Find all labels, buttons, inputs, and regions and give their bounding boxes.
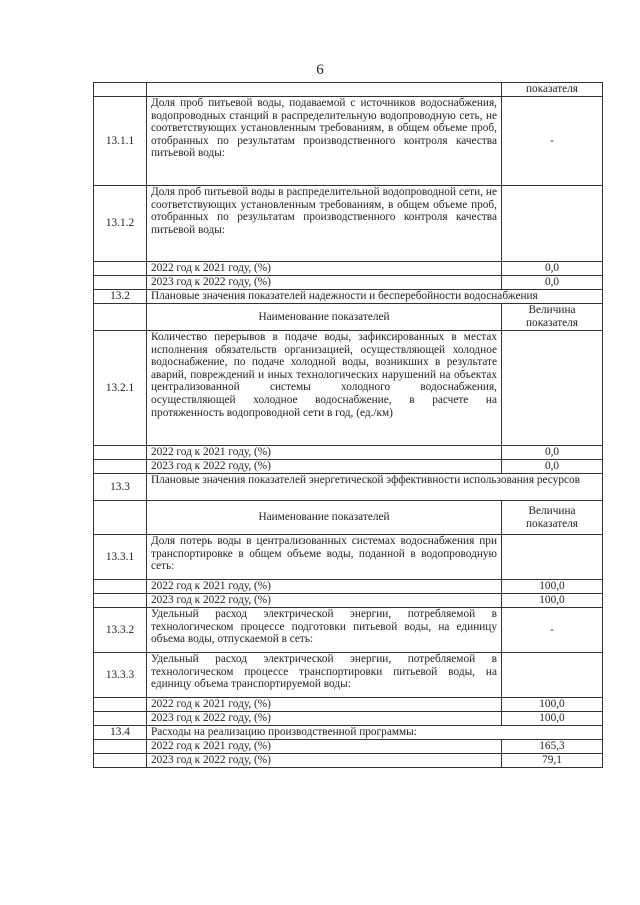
table-row bbox=[94, 97, 603, 186]
row-number: 13.3.1 bbox=[94, 535, 147, 580]
indicator-name: 2022 год к 2021 году, (%) bbox=[147, 698, 502, 712]
row-number: 13.1.2 bbox=[94, 186, 147, 262]
column-header-name: Наименование показателей bbox=[147, 304, 502, 331]
table-row bbox=[94, 460, 603, 474]
table-row bbox=[94, 83, 603, 97]
indicator-value bbox=[502, 653, 603, 698]
column-header-value: Величина показателя bbox=[502, 304, 603, 331]
indicator-name: Удельный расход электрической энергии, потребляемой в технологическом процессе транспортировки питьевой воды, на единицу объема транспортируемой воды: bbox=[147, 653, 502, 698]
indicator-name: 2022 год к 2021 году, (%) bbox=[147, 740, 502, 754]
table-row bbox=[94, 304, 603, 331]
table-row bbox=[94, 186, 603, 262]
indicator-name: Доля проб питьевой воды, подаваемой с источников водоснабжения, водопроводных станций в распределительную водопроводную сеть, не соответствующих установленным требованиям, в общем объеме проб, отобранных по результатам производственного контроля качества питьевой воды: bbox=[147, 97, 502, 186]
table-row bbox=[94, 580, 603, 594]
table-row bbox=[94, 331, 603, 446]
indicator-name bbox=[147, 83, 502, 97]
row-number bbox=[94, 712, 147, 726]
table-row bbox=[94, 726, 603, 740]
indicator-value: 0,0 bbox=[502, 460, 603, 474]
row-number bbox=[94, 83, 147, 97]
indicator-value: показателя bbox=[502, 83, 603, 97]
table-row bbox=[94, 262, 603, 276]
row-number bbox=[94, 262, 147, 276]
section-title: Плановые значения показателей надежности и бесперебойности водоснабжения bbox=[147, 290, 603, 304]
table-row bbox=[94, 740, 603, 754]
section-title: Плановые значения показателей энергетической эффективности использования ресурсов bbox=[147, 474, 603, 501]
row-number bbox=[94, 740, 147, 754]
header-number-cell bbox=[94, 304, 147, 331]
indicator-name: 2022 год к 2021 году, (%) bbox=[147, 262, 502, 276]
row-number: 13.3.3 bbox=[94, 653, 147, 698]
indicator-value: 100,0 bbox=[502, 712, 603, 726]
indicators-table-body bbox=[94, 83, 603, 768]
indicator-name: 2023 год к 2022 году, (%) bbox=[147, 754, 502, 768]
table-row bbox=[94, 608, 603, 653]
indicator-name: 2023 год к 2022 году, (%) bbox=[147, 712, 502, 726]
table-row bbox=[94, 535, 603, 580]
row-number bbox=[94, 580, 147, 594]
indicator-value: - bbox=[502, 97, 603, 186]
table-row bbox=[94, 698, 603, 712]
row-number bbox=[94, 754, 147, 768]
table-row bbox=[94, 653, 603, 698]
row-number bbox=[94, 594, 147, 608]
indicator-name: 2022 год к 2021 году, (%) bbox=[147, 580, 502, 594]
table-row bbox=[94, 290, 603, 304]
row-number: 13.2.1 bbox=[94, 331, 147, 446]
section-number: 13.4 bbox=[94, 726, 147, 740]
table-row bbox=[94, 276, 603, 290]
indicator-value: 100,0 bbox=[502, 580, 603, 594]
section-number: 13.2 bbox=[94, 290, 147, 304]
indicator-value bbox=[502, 186, 603, 262]
row-number bbox=[94, 446, 147, 460]
section-number: 13.3 bbox=[94, 474, 147, 501]
indicator-name: Доля проб питьевой воды в распределительной водопроводной сети, не соответствующих установленным требованиям, в общем объеме проб, отобранных по результатам производственного контроля качества питьевой воды: bbox=[147, 186, 502, 262]
row-number: 13.3.2 bbox=[94, 608, 147, 653]
table-row bbox=[94, 474, 603, 501]
table-row bbox=[94, 712, 603, 726]
row-number: 13.1.1 bbox=[94, 97, 147, 186]
indicator-value: 0,0 bbox=[502, 276, 603, 290]
section-title: Расходы на реализацию производственной программы: bbox=[147, 726, 603, 740]
indicator-value: 0,0 bbox=[502, 262, 603, 276]
row-number bbox=[94, 276, 147, 290]
row-number bbox=[94, 698, 147, 712]
column-header-name: Наименование показателей bbox=[147, 501, 502, 535]
indicator-name: 2023 год к 2022 году, (%) bbox=[147, 276, 502, 290]
indicator-name: Доля потерь воды в централизованных системах водоснабжения при транспортировке в общем объеме воды, поданной в водопроводную сеть: bbox=[147, 535, 502, 580]
indicator-name: Удельный расход электрической энергии, потребляемой в технологическом процессе подготовки питьевой воды, на единицу объема воды, отпускаемой в сеть: bbox=[147, 608, 502, 653]
table-row bbox=[94, 754, 603, 768]
indicator-name: 2023 год к 2022 году, (%) bbox=[147, 460, 502, 474]
indicator-value bbox=[502, 535, 603, 580]
indicator-name: 2022 год к 2021 году, (%) bbox=[147, 446, 502, 460]
column-header-value: Величина показателя bbox=[502, 501, 603, 535]
indicator-name: Количество перерывов в подаче воды, зафиксированных в местах исполнения обязательств организацией, осуществляющей холодное водоснабжение, по подаче холодной воды, возникших в результате аварий, повреждений и иных технологических нарушений на объектах централизованной системы холодного водоснабжения, осуществляющей холодное водоснабжение, в расчете на протяженность водопроводной сети в год, (ед./км) bbox=[147, 331, 502, 446]
indicator-value: 100,0 bbox=[502, 698, 603, 712]
indicator-value bbox=[502, 331, 603, 446]
row-number bbox=[94, 460, 147, 474]
indicator-name: 2023 год к 2022 году, (%) bbox=[147, 594, 502, 608]
indicators-table bbox=[93, 82, 603, 768]
table-row bbox=[94, 594, 603, 608]
indicator-value: - bbox=[502, 608, 603, 653]
indicator-value: 165,3 bbox=[502, 740, 603, 754]
page-number: 6 bbox=[316, 62, 324, 78]
indicator-value: 100,0 bbox=[502, 594, 603, 608]
header-number-cell bbox=[94, 501, 147, 535]
table-row bbox=[94, 446, 603, 460]
indicator-value: 79,1 bbox=[502, 754, 603, 768]
table-row bbox=[94, 501, 603, 535]
indicator-value: 0,0 bbox=[502, 446, 603, 460]
